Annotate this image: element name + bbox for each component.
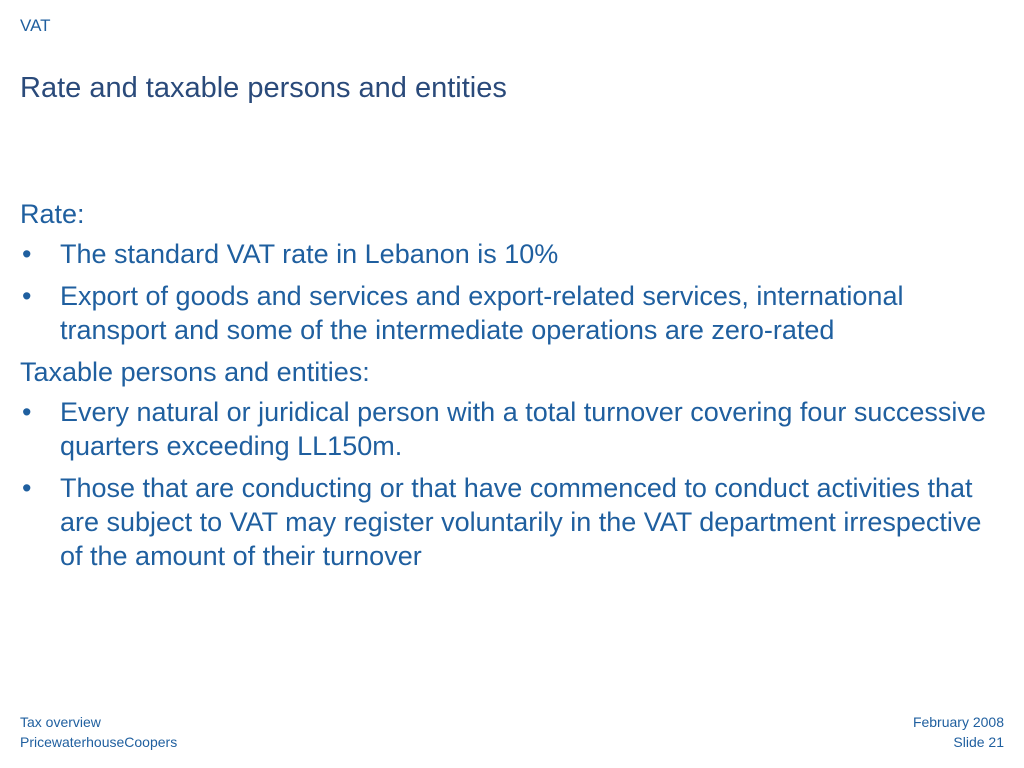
bullet-text: Export of goods and services and export-related services, international transport and some of the intermediate operations are zero-rated (60, 281, 904, 345)
footer-topic: Tax overview (20, 714, 101, 730)
slide-title: Rate and taxable persons and entities (20, 72, 507, 104)
footer-company: PricewaterhouseCoopers (20, 734, 178, 750)
bullet-icon: • (22, 239, 32, 269)
section-label: VAT (20, 16, 51, 35)
bullet-icon: • (22, 397, 32, 427)
slide-body (20, 197, 1010, 581)
taxable-bullet-list (20, 395, 1010, 573)
footer-right (913, 712, 1004, 752)
bullet-text: The standard VAT rate in Lebanon is 10% (60, 239, 559, 269)
list-item (20, 471, 1010, 573)
list-item (20, 395, 1010, 463)
bullet-text: Every natural or juridical person with a total turnover covering four successive quarters exceeding LL150m. (60, 397, 986, 461)
bullet-text: Those that are conducting or that have commenced to conduct activities that are subject to VAT may register voluntarily in the VAT department irrespective of the amount of their turnover (60, 473, 982, 571)
bullet-icon: • (22, 473, 32, 503)
list-item (20, 237, 1010, 271)
footer-left (20, 712, 177, 752)
rate-bullet-list (20, 237, 1010, 347)
footer-slide-number: Slide 21 (953, 734, 1004, 750)
taxable-heading: Taxable persons and entities: (20, 357, 370, 387)
footer-date: February 2008 (912, 714, 1004, 730)
list-item (20, 279, 1010, 347)
rate-heading: Rate: (20, 199, 85, 229)
bullet-icon: • (22, 281, 32, 311)
